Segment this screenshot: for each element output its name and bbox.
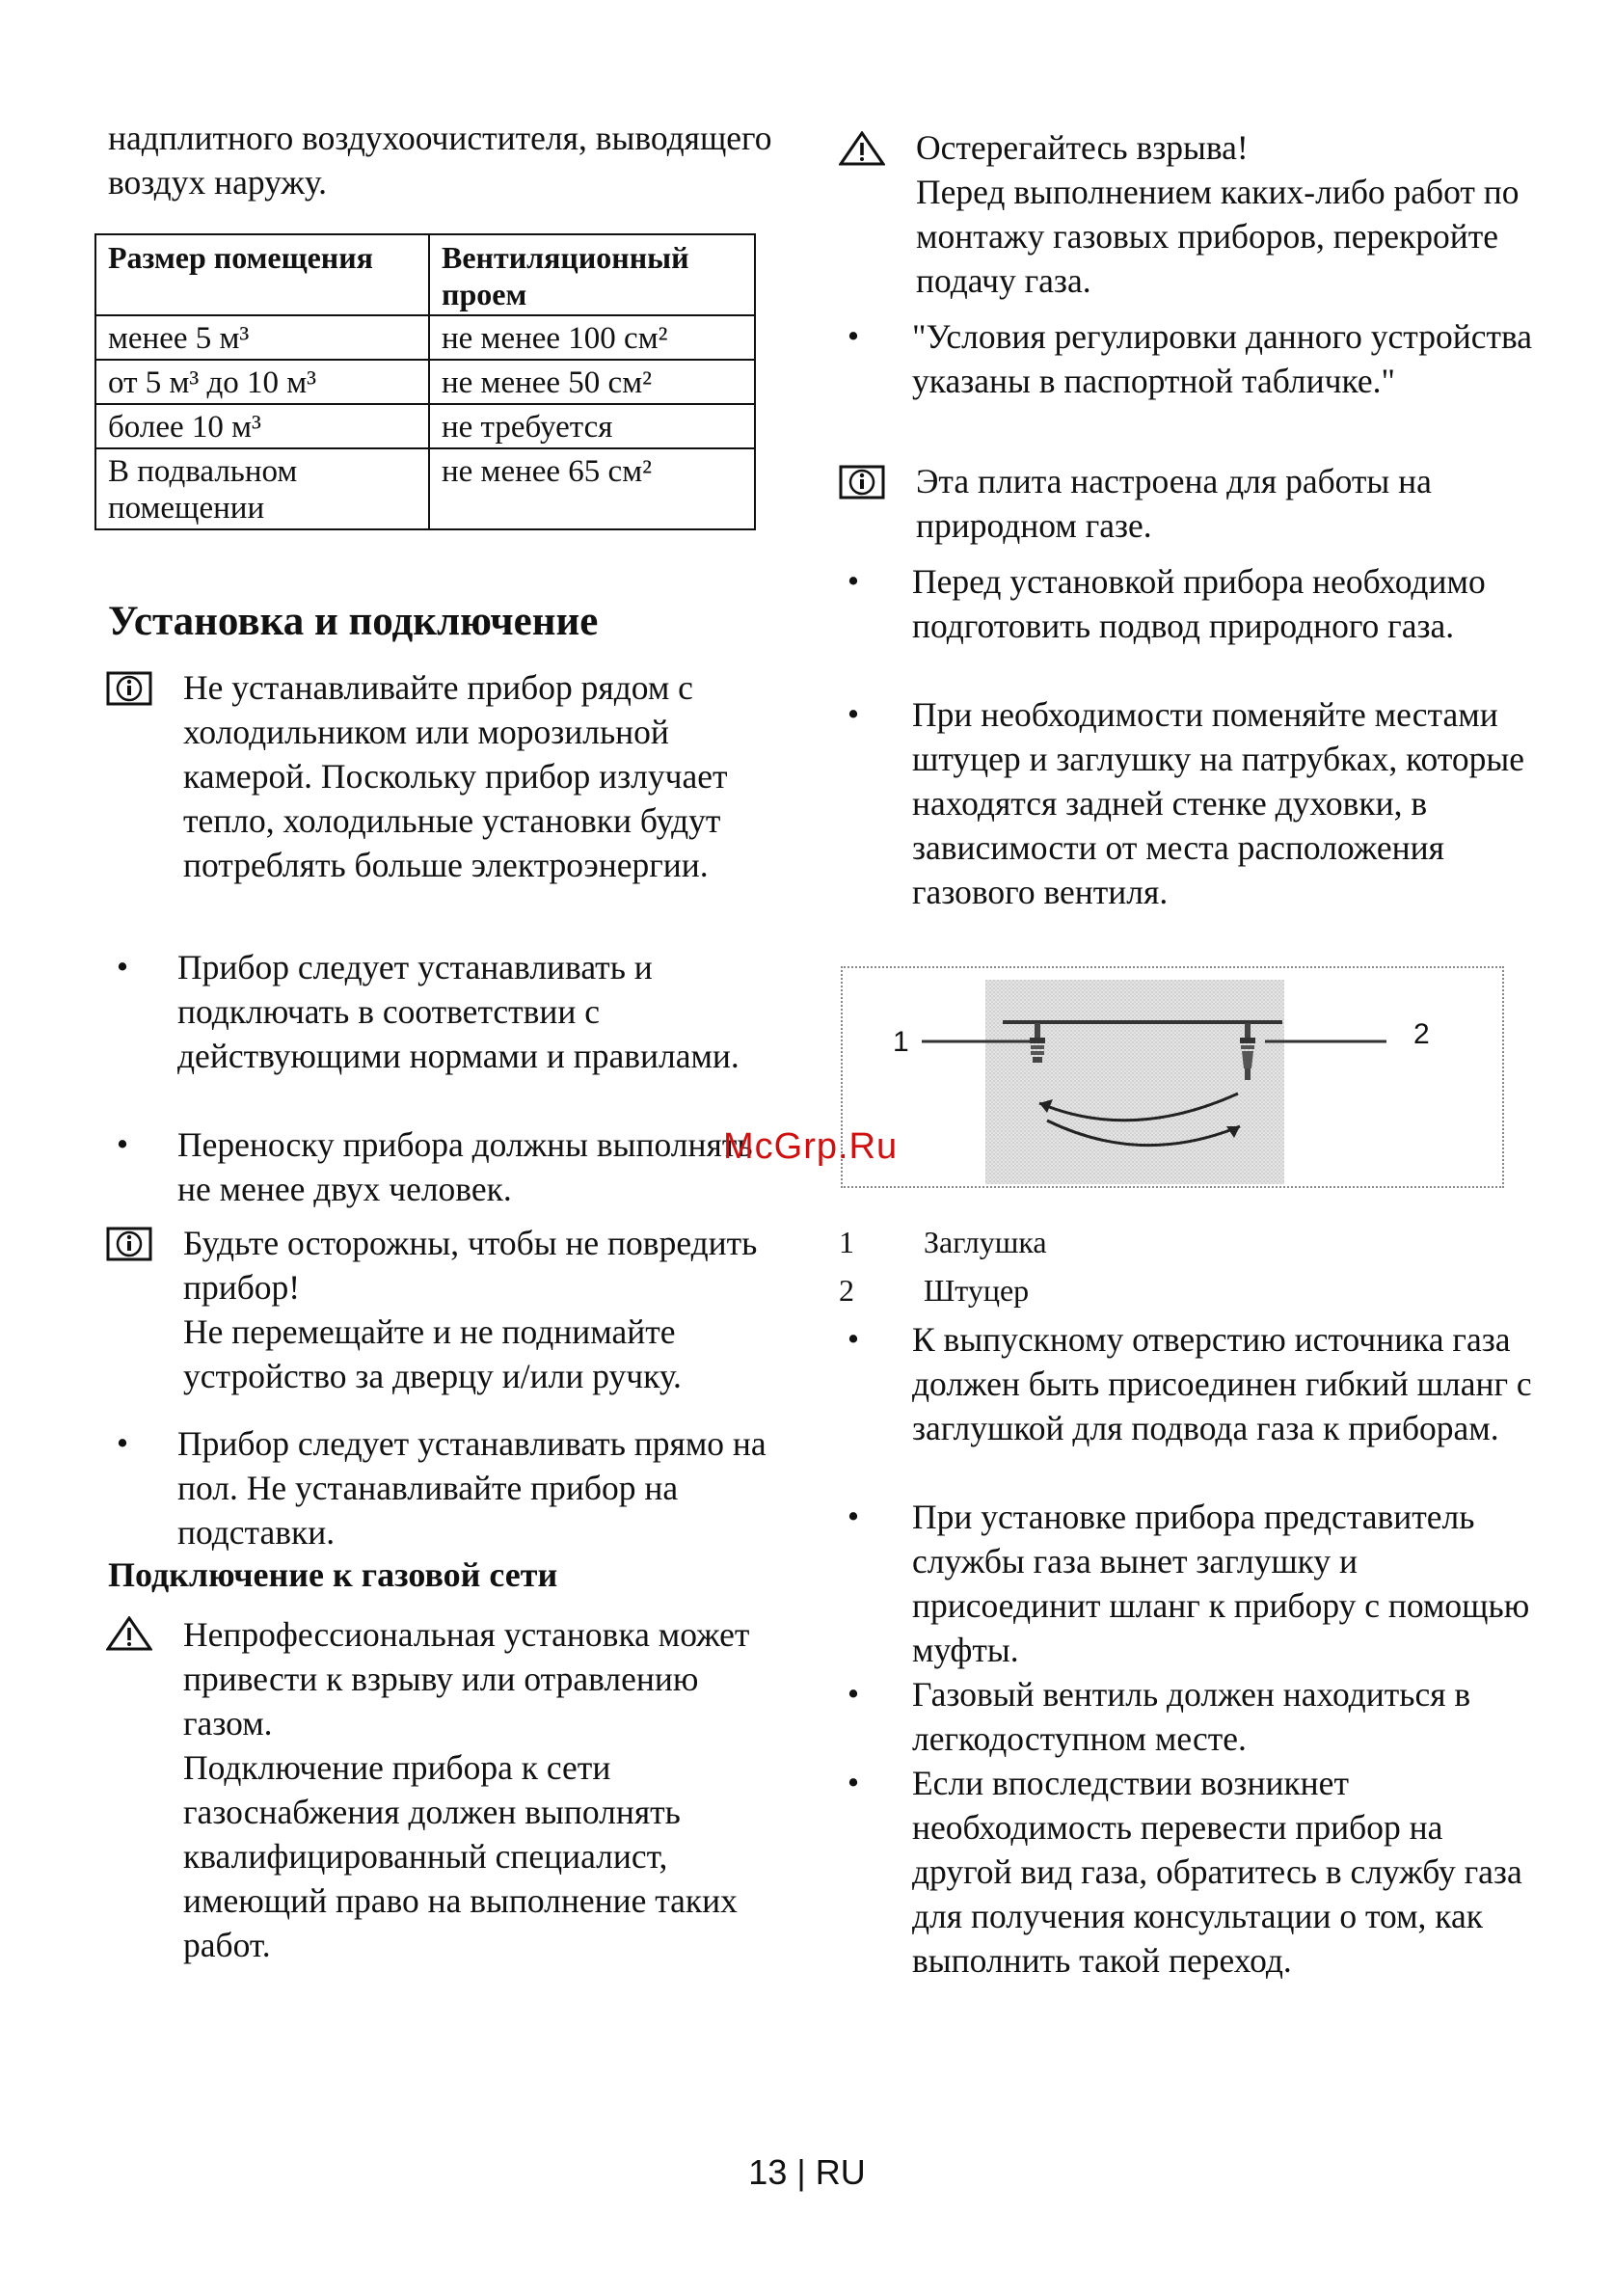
watermark: McGrp.Ru [723,1126,899,1167]
list-item [839,1761,1533,1983]
oven-back-wall [985,980,1284,1184]
list-item [839,1317,1533,1450]
bullet-mark: • [847,1320,860,1358]
table-row [95,404,755,448]
list-item [839,559,1533,648]
list-item [839,692,1533,914]
warning-text-2: Подключение прибора к сети газоснабжения должен выполнять квалифицированный специалист, имеющий право на выполнение таких работ. [183,1748,738,1964]
list-item [839,314,1533,403]
table-cell: не менее 50 см² [429,360,755,404]
legend-number: 2 [839,1273,854,1308]
bullet-text: К выпускному отверстию источника газа должен быть присоединен гибкий шланг с заглушкой для подвода газа к приборам. [912,1320,1532,1447]
list-item [108,1122,783,1211]
bullet-mark: • [116,948,129,986]
list-item [839,1672,1533,1761]
bullet-mark: • [847,695,860,733]
table-cell: В подвальном помещении [95,448,429,529]
list-item [108,1421,783,1554]
page-footer: 13 | RU [748,2152,866,2192]
bullet-mark: • [847,1675,860,1713]
info-icon [106,671,152,706]
bullet-text: Прибор следует устанавливать прямо на пол. Не устанавливайте прибор на подставки. [177,1424,767,1552]
info-note [839,459,1533,548]
info-note [108,1221,783,1398]
subsection-title: Подключение к газовой сети [108,1555,558,1594]
legend-label: Штуцер [924,1273,1030,1308]
section-title: Установка и подключение [108,599,599,644]
table-cell: более 10 м³ [95,404,429,448]
info-text: Будьте осторожны, чтобы не повредить прибор! [183,1224,758,1307]
table-row [95,360,755,404]
list-item [108,945,783,1078]
warning-note [108,1612,783,1967]
bullet-text: Перед установкой прибора необходимо подготовить подвод природного газа. [912,562,1486,645]
bullet-text: Газовый вентиль должен находиться в легкодоступном месте. [912,1675,1471,1758]
bullet-text: Прибор следует устанавливать и подключать в соответствии с действующими нормами и правилами. [177,948,740,1075]
bullet-text: При необходимости поменяйте местами штуцер и заглушку на патрубках, которые находятся задней стенке духовки, в зависимости от места расположения газового вентиля. [912,695,1524,911]
diagram-drawing [843,968,1502,1186]
bullet-mark: • [847,317,860,355]
legend-number: 1 [839,1225,854,1259]
bullet-mark: • [116,1125,129,1163]
warning-icon [839,131,885,166]
warning-text: Остерегайтесь взрыва! [916,128,1249,167]
warning-text: Непрофессиональная установка может привести к взрыву или отравлению газом. [183,1615,750,1742]
table-cell: не менее 65 см² [429,448,755,529]
ventilation-table [94,233,756,530]
info-text: Не устанавливайте прибор рядом с холодильником или морозильной камерой. Поскольку прибор излучает тепло, холодильные установки будут потреблять больше электроэнергии. [183,668,728,884]
bullet-text: Переноску прибора должны выполнять не менее двух человек. [177,1125,753,1208]
warning-text-2: Перед выполнением каких-либо работ по монтажу газовых приборов, перекройте подачу газа. [916,173,1520,300]
figure-label-2: 2 [1413,1018,1430,1050]
bullet-mark: • [847,1764,860,1801]
table-header-row [95,234,755,315]
table-cell: не требуется [429,404,755,448]
bullet-mark: • [116,1424,129,1462]
info-note [108,665,783,887]
bullet-text: Если впоследствии возникнет необходимость перевести прибор на другой вид газа, обратитесь в службу газа для получения консультации о том, как выполнить такой переход. [912,1764,1522,1980]
table-row [95,315,755,360]
info-icon [106,1227,152,1261]
bullet-mark: • [847,1498,860,1535]
table-header-vent-opening: Вентиляционный проем [429,234,755,315]
info-icon [839,465,885,500]
intro-text: надплитного воздухоочистителя, выводящего воздух наружу. [108,119,772,202]
connection-diagram [841,966,1504,1188]
legend-label: Заглушка [924,1225,1047,1259]
table-cell: менее 5 м³ [95,315,429,360]
figure-label-1: 1 [893,1026,909,1058]
warning-note [839,125,1533,303]
info-text: Эта плита настроена для работы на природном газе. [916,462,1432,545]
bullet-mark: • [847,562,860,600]
info-text-2: Не перемещайте и не поднимайте устройство за дверцу и/или ручку. [183,1312,682,1395]
table-header-room-size: Размер помещения [95,234,429,315]
table-row [95,448,755,529]
table-cell: не менее 100 см² [429,315,755,360]
list-item [839,1495,1533,1672]
bullet-text: При установке прибора представитель службы газа вынет заглушку и присоединит шланг к прибору с помощью муфты. [912,1498,1530,1669]
table-cell: от 5 м³ до 10 м³ [95,360,429,404]
bullet-text: "Условия регулировки данного устройства указаны в паспортной табличке." [912,317,1533,400]
warning-icon [106,1616,152,1651]
